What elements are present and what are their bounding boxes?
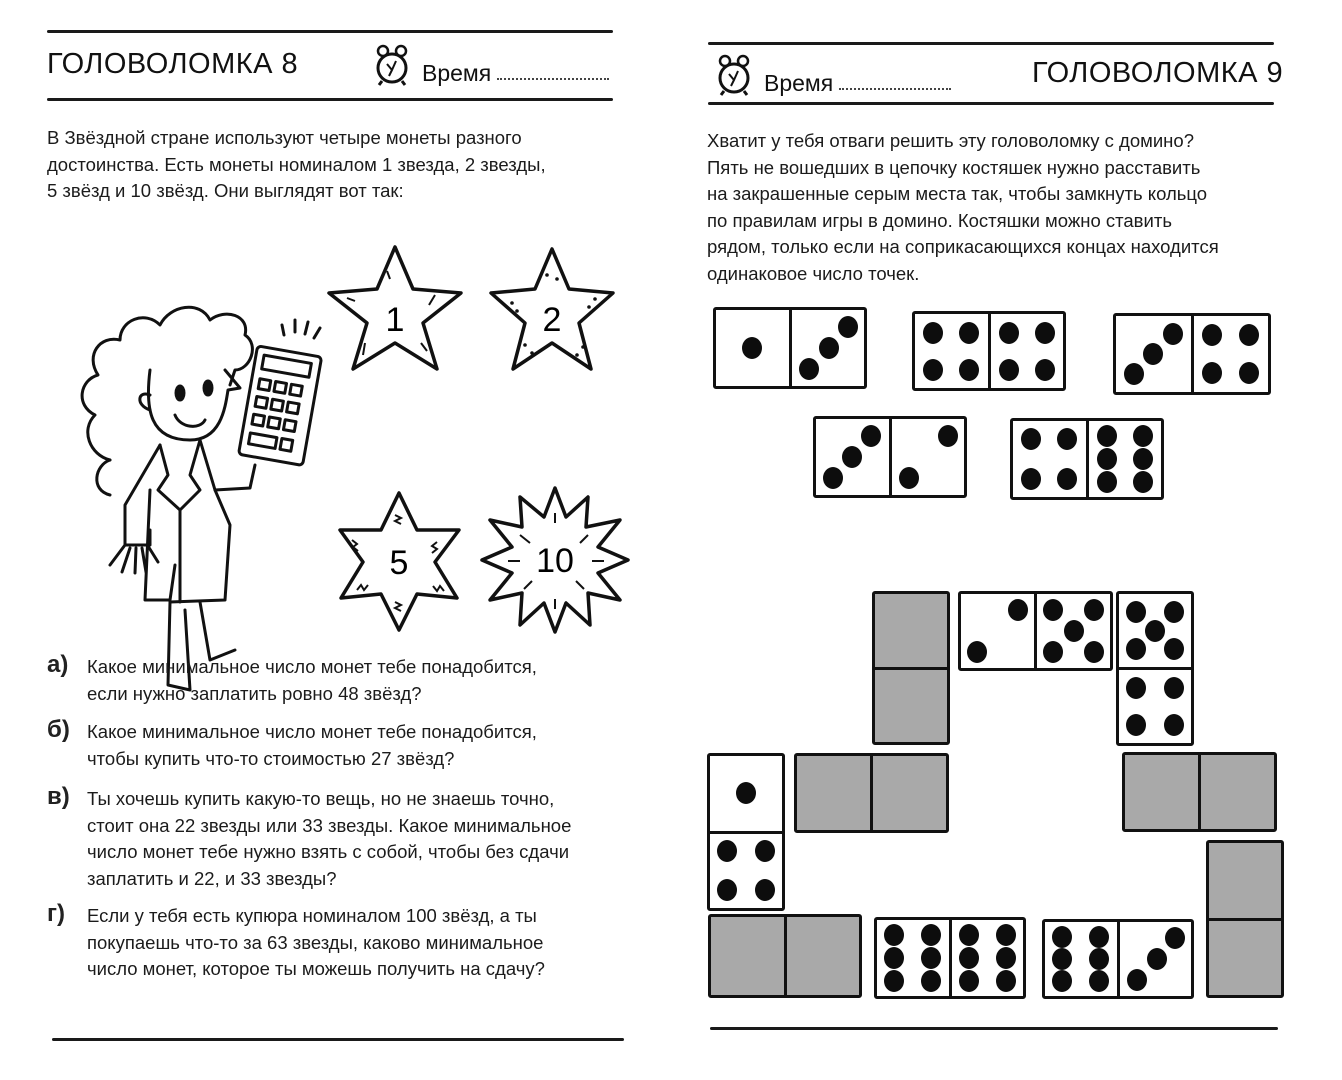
intro-line: на закрашенные серым места так, чтобы замкнуть кольцо (707, 183, 1208, 204)
time-label: Время (422, 60, 492, 86)
question-line: число монет, которое ты можешь получить на сдачу? (87, 958, 545, 979)
question-letter: а) (47, 651, 69, 678)
puzzle-8-title: ГОЛОВОЛОМКА 8 (47, 48, 299, 80)
gray-slot-bottom-left[interactable] (708, 914, 862, 998)
question-letter: в) (47, 783, 70, 810)
question-line: число монет тебе нужно взять с собой, чтобы без сдачи (87, 841, 570, 862)
intro-line: рядом, только если на соприкасающихся концах находится (707, 236, 1219, 257)
time-field (370, 42, 609, 86)
question-line: чтобы купить что-то стоимостью 27 звёзд? (87, 747, 455, 769)
question-d (47, 900, 637, 983)
gray-slot-mid-right[interactable] (1122, 752, 1277, 832)
time-field (712, 52, 951, 96)
intro-line: Хватит у тебя отваги решить эту головоломку с домино? (707, 130, 1194, 151)
question-line: покупаешь что-то за 63 звезды, каково минимальное (87, 931, 544, 953)
time-input-line[interactable] (497, 78, 609, 80)
loose-domino-4-4[interactable] (912, 311, 1066, 391)
question-c (47, 783, 637, 892)
gray-slot-bottom-right[interactable] (1206, 840, 1284, 998)
chain-domino-5-4 (1116, 591, 1194, 746)
time-input-line[interactable] (839, 88, 951, 90)
gray-slot-top-left[interactable] (872, 591, 950, 745)
chain-domino-6-3 (1042, 919, 1194, 999)
puzzle-8-intro (47, 125, 627, 205)
intro-line: по правилам игры в домино. Костяшки можно ставить (707, 209, 1172, 231)
question-a (47, 651, 637, 707)
intro-line: Пять не вошедших в цепочку костяшек нужно расставить (707, 156, 1201, 178)
header-bottom-rule (47, 98, 613, 101)
coin-2-star (487, 245, 617, 373)
girl-with-calculator-illustration (50, 290, 340, 610)
right-page (670, 0, 1342, 1080)
question-line: Ты хочешь купить какую-то вещь, но не знаешь точно, (87, 788, 555, 809)
question-line: если нужно заплатить ровно 48 звёзд? (87, 682, 422, 704)
coin-value: 2 (542, 301, 562, 339)
question-letter: г) (47, 900, 65, 927)
coin-1-star (325, 243, 465, 373)
header-top-rule (47, 30, 613, 33)
footer-rule (710, 1027, 1278, 1030)
coin-5-star (337, 490, 462, 632)
loose-domino-3-2[interactable] (813, 416, 967, 498)
header-bottom-rule (708, 102, 1274, 105)
alarm-clock-icon (712, 52, 756, 96)
loose-domino-3-4[interactable] (1113, 313, 1271, 395)
coin-10-starburst (480, 485, 630, 635)
intro-line: одинаковое число точек. (707, 262, 920, 284)
question-letter: б) (47, 716, 70, 743)
loose-domino-4-6[interactable] (1010, 418, 1164, 500)
coin-value: 1 (385, 301, 405, 339)
footer-rule (52, 1038, 624, 1041)
intro-line: В Звёздной стране используют четыре монеты разного (47, 127, 522, 148)
coin-value: 5 (389, 544, 409, 582)
chain-domino-6-6 (874, 917, 1026, 999)
chain-domino-2-5 (958, 591, 1113, 671)
question-line: Если у тебя есть купюра номиналом 100 звёзд, а ты (87, 905, 537, 926)
question-line: заплатить и 22, и 33 звезды? (87, 867, 337, 889)
alarm-clock-icon (370, 42, 414, 86)
intro-line: достоинства. Есть монеты номиналом 1 звезда, 2 звезды, (47, 153, 546, 175)
question-line: Какое минимальное число монет тебе понадобится, (87, 656, 537, 677)
puzzle-9-title: ГОЛОВОЛОМКА 9 (1032, 57, 1284, 89)
loose-domino-1-3[interactable] (713, 307, 867, 389)
question-b (47, 716, 637, 772)
time-label: Время (764, 70, 834, 96)
gray-slot-mid-left[interactable] (794, 753, 949, 833)
chain-domino-1-4 (707, 753, 785, 911)
question-line: стоит она 22 звезды или 33 звезды. Какое минимальное (87, 814, 572, 836)
left-page (0, 0, 670, 1080)
question-line: Какое минимальное число монет тебе понадобится, (87, 721, 537, 742)
header-top-rule (708, 42, 1274, 45)
puzzle-9-intro (707, 128, 1307, 287)
intro-line: 5 звёзд и 10 звёзд. Они выглядят вот так: (47, 180, 404, 201)
coin-value: 10 (536, 542, 574, 580)
